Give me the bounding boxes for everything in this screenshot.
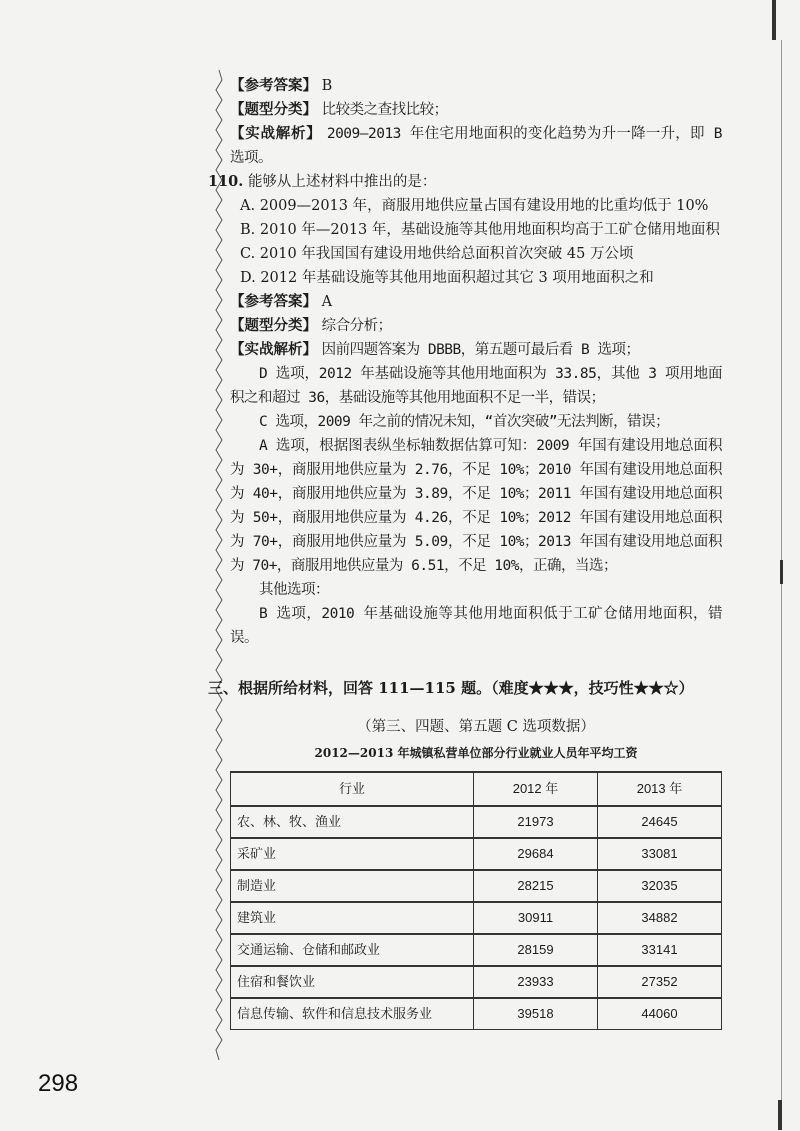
option-letter: C.: [240, 246, 256, 262]
wage-2012-cell: 29684: [474, 838, 598, 870]
option-letter: D.: [240, 270, 256, 286]
table-row: [231, 806, 722, 838]
option-letter: B.: [240, 222, 256, 238]
wage-2013-cell: 33141: [598, 934, 722, 966]
q110-option-d: [230, 266, 722, 290]
binding-zigzag-line: [214, 70, 224, 1060]
wage-2013-cell: 27352: [598, 966, 722, 998]
analysis-text: 2009—2013 年住宅用地面积的变化趋势为升一降一升，即 B 选项。: [230, 126, 723, 166]
option-text: 2010 年我国国有建设用地供给总面积首次突破 45 万公顷: [259, 246, 634, 262]
q109-analysis-line: [230, 122, 722, 170]
option-text: 2009—2013 年，商服用地供应量占国有建设用地的比重均低于 10%: [259, 198, 709, 214]
table-row: [231, 934, 722, 966]
table-row: [231, 838, 722, 870]
analysis-para-a: A 选项，根据图表纵坐标轴数据估算可知：2009 年国有建设用地总面积为 30+，商服用地供应量为 2.76，不足 10%；2010 年国有建设用地总面积为 40+，商服用地供应量为 3.89，不足 10%；2011 年国有建设用地总面积为 50+，商服用地供应量为 4.26，不足 10%；2012 年国有建设用地总面积为 70+，商服用地供应量为 5.09，不足 10%；2013 年国有建设用地总面积为 70+，商服用地供应量为 6.51，不足 10%，正确，当选；: [230, 438, 722, 574]
answer-label: 【参考答案】: [230, 293, 317, 310]
table-header-industry: 行业: [231, 772, 474, 806]
question-stem: 能够从上述材料中推出的是：: [247, 174, 437, 190]
table-header-2013: 2013 年: [598, 772, 722, 806]
q110-option-b: [230, 218, 722, 242]
wage-2013-cell: 32035: [598, 870, 722, 902]
analysis-label: 【实战解析】: [230, 341, 317, 358]
wage-2013-cell: 34882: [598, 902, 722, 934]
table-row: [231, 966, 722, 998]
wage-2012-cell: 39518: [474, 998, 598, 1030]
industry-cell: 建筑业: [231, 902, 474, 934]
analysis-para-d: D 选项，2012 年基础设施等其他用地面积为 33.85，其他 3 项用地面积之和超过 36，基础设施等其他用地面积不足一半，错误；: [230, 366, 722, 406]
option-text: 2012 年基础设施等其他用地面积超过其它 3 项用地面积之和: [260, 270, 654, 286]
analysis-label: 【实战解析】: [230, 125, 322, 142]
type-label: 【题型分类】: [230, 101, 317, 118]
page-edge-mark: [778, 1100, 782, 1130]
question-number: 110.: [208, 173, 244, 190]
table-header-row: [231, 772, 722, 806]
q110-stem-line: [208, 170, 722, 194]
q109-type-line: [230, 98, 722, 122]
wage-2012-cell: 30911: [474, 902, 598, 934]
table-title: 2012—2013 年城镇私营单位部分行业就业人员年平均工资: [314, 746, 638, 760]
q110-answer-line: [230, 290, 722, 314]
option-letter: A.: [240, 198, 256, 214]
page-number: 298: [38, 1070, 79, 1097]
answer-value: A: [321, 294, 333, 310]
answer-value: B: [321, 78, 333, 94]
industry-cell: 交通运输、仓储和邮政业: [231, 934, 474, 966]
wage-2013-cell: 24645: [598, 806, 722, 838]
table-row: [231, 870, 722, 902]
answer-label: 【参考答案】: [230, 77, 317, 94]
industry-cell: 信息传输、软件和信息技术服务业: [231, 998, 474, 1030]
section-title: 三、根据所给材料，回答 111—115 题。（难度★★★，技巧性★★☆）: [208, 679, 694, 697]
page-edge-mark: [772, 0, 776, 40]
type-value: 比较类之查找比较；: [321, 102, 448, 118]
wage-table: [230, 771, 722, 1030]
industry-cell: 农、林、牧、渔业: [231, 806, 474, 838]
wage-2012-cell: 28215: [474, 870, 598, 902]
analysis-para-c: C 选项，2009 年之前的情况未知，“首次突破”无法判断，错误；: [259, 414, 670, 430]
q109-answer-line: [230, 74, 722, 98]
table-row: [231, 902, 722, 934]
q110-type-line: [230, 314, 722, 338]
q110-option-c: [230, 242, 722, 266]
analysis-others-label: 其他选项：: [259, 582, 329, 598]
table-row: [231, 998, 722, 1030]
type-value: 综合分析；: [321, 318, 392, 334]
q110-analysis-line: [230, 338, 722, 362]
industry-cell: 采矿业: [231, 838, 474, 870]
q110-option-a: [230, 194, 722, 218]
wage-2013-cell: 44060: [598, 998, 722, 1030]
wage-2012-cell: 28159: [474, 934, 598, 966]
type-label: 【题型分类】: [230, 317, 317, 334]
wage-2012-cell: 23933: [474, 966, 598, 998]
page-edge-mark: [780, 560, 783, 584]
wage-2013-cell: 33081: [598, 838, 722, 870]
industry-cell: 住宿和餐饮业: [231, 966, 474, 998]
analysis-para-b: B 选项，2010 年基础设施等其他用地面积低于工矿仓储用地面积，错误。: [230, 606, 722, 646]
industry-cell: 制造业: [231, 870, 474, 902]
section-subtitle: （第三、四题、第五题 C 选项数据）: [357, 719, 595, 735]
wage-2012-cell: 21973: [474, 806, 598, 838]
table-header-2012: 2012 年: [474, 772, 598, 806]
page-content: [208, 74, 723, 1030]
analysis-intro: 因前四题答案为 DBBB，第五题可最后看 B 选项；: [321, 342, 640, 358]
option-text: 2010 年—2013 年，基础设施等其他用地面积均高于工矿仓储用地面积: [259, 222, 720, 238]
